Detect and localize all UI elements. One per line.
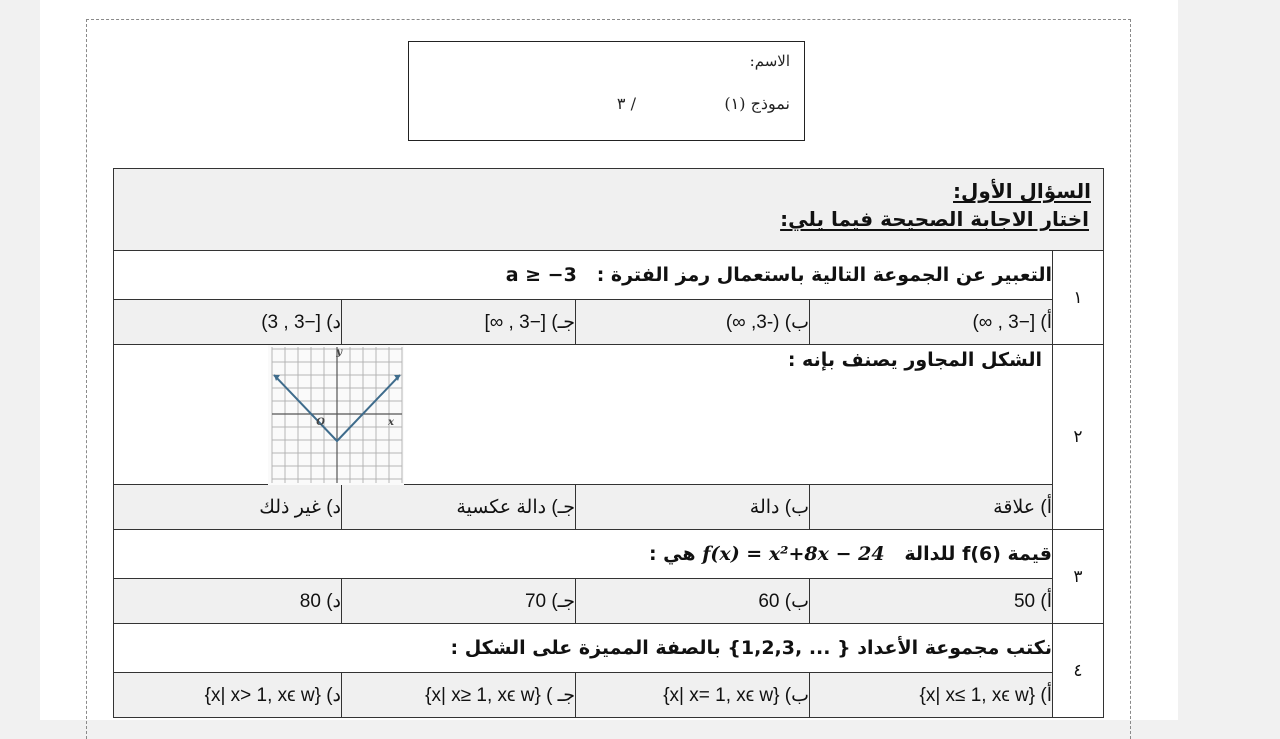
- question-1-text: التعبير عن الجموعة التالية باستعمال رمز الفترة :: [596, 264, 1052, 286]
- option-b[interactable]: ب) (-3, ∞): [576, 300, 810, 345]
- option-d[interactable]: د) {x| x> 1, xϵ w}: [114, 673, 342, 718]
- option-b[interactable]: ب) دالة: [576, 485, 810, 530]
- question-3-suffix: هي :: [648, 543, 696, 565]
- question-3-text: قيمة f(6) للدالة: [904, 543, 1052, 565]
- student-info-box: [408, 41, 805, 141]
- section-header: [114, 169, 1104, 251]
- question-4-text: نكتب مجموعة الأعداد { ... ,1,2,3} بالصفة المميزة على الشكل :: [114, 624, 1053, 673]
- model-label: نموذج (١): [724, 94, 790, 113]
- v-graph-figure: [268, 345, 404, 485]
- question-row-2: [114, 345, 1104, 485]
- question-text: [114, 345, 1053, 485]
- question-number: ٣: [1053, 530, 1104, 624]
- svg-text:O: O: [316, 417, 325, 428]
- option-a[interactable]: أ) علاقة: [810, 485, 1053, 530]
- option-d[interactable]: د) [−3 , 3): [114, 300, 342, 345]
- options-row-2: [114, 485, 1104, 530]
- question-number: ٢: [1053, 345, 1104, 530]
- option-a[interactable]: أ) {x| x≤ 1, xϵ w}: [810, 673, 1053, 718]
- option-c[interactable]: جـ) دالة عكسية: [342, 485, 576, 530]
- question-number: ٤: [1053, 624, 1104, 718]
- option-a[interactable]: أ) 50: [810, 579, 1053, 624]
- option-a[interactable]: أ) [−3 , ∞): [810, 300, 1053, 345]
- svg-text:x: x: [388, 417, 394, 428]
- option-b[interactable]: ب) 60: [576, 579, 810, 624]
- questions-table: [113, 168, 1104, 718]
- score-label: / ٣: [616, 94, 636, 113]
- option-d[interactable]: د) غير ذلك: [114, 485, 342, 530]
- question-text: [114, 251, 1053, 300]
- option-c[interactable]: جـ) 70: [342, 579, 576, 624]
- question-row-1: [114, 251, 1104, 300]
- svg-text:y: y: [336, 347, 342, 358]
- option-d[interactable]: د) 80: [114, 579, 342, 624]
- question-2-text: الشكل المجاور يصنف بإنه :: [787, 349, 1042, 371]
- section-title: السؤال الأول:: [953, 179, 1091, 203]
- options-row-3: [114, 579, 1104, 624]
- question-row-4: [114, 624, 1104, 673]
- question-3-expression: f(x) = x²+8x − 24: [702, 543, 885, 565]
- name-label: الاسم:: [749, 52, 790, 70]
- section-instruction: اختار الاجابة الصحيحة فيما يلي:: [780, 207, 1089, 231]
- option-c[interactable]: جـ ) {x| x≥ 1, xϵ w}: [342, 673, 576, 718]
- question-row-3: [114, 530, 1104, 579]
- option-b[interactable]: ب) {x| x= 1, xϵ w}: [576, 673, 810, 718]
- question-text: [114, 530, 1053, 579]
- options-row-1: [114, 300, 1104, 345]
- section-header-row: [114, 169, 1104, 251]
- question-number: ١: [1053, 251, 1104, 345]
- options-row-4: [114, 673, 1104, 718]
- option-c[interactable]: جـ) [−3 , ∞]: [342, 300, 576, 345]
- question-1-expression: a ≥ −3: [505, 264, 577, 286]
